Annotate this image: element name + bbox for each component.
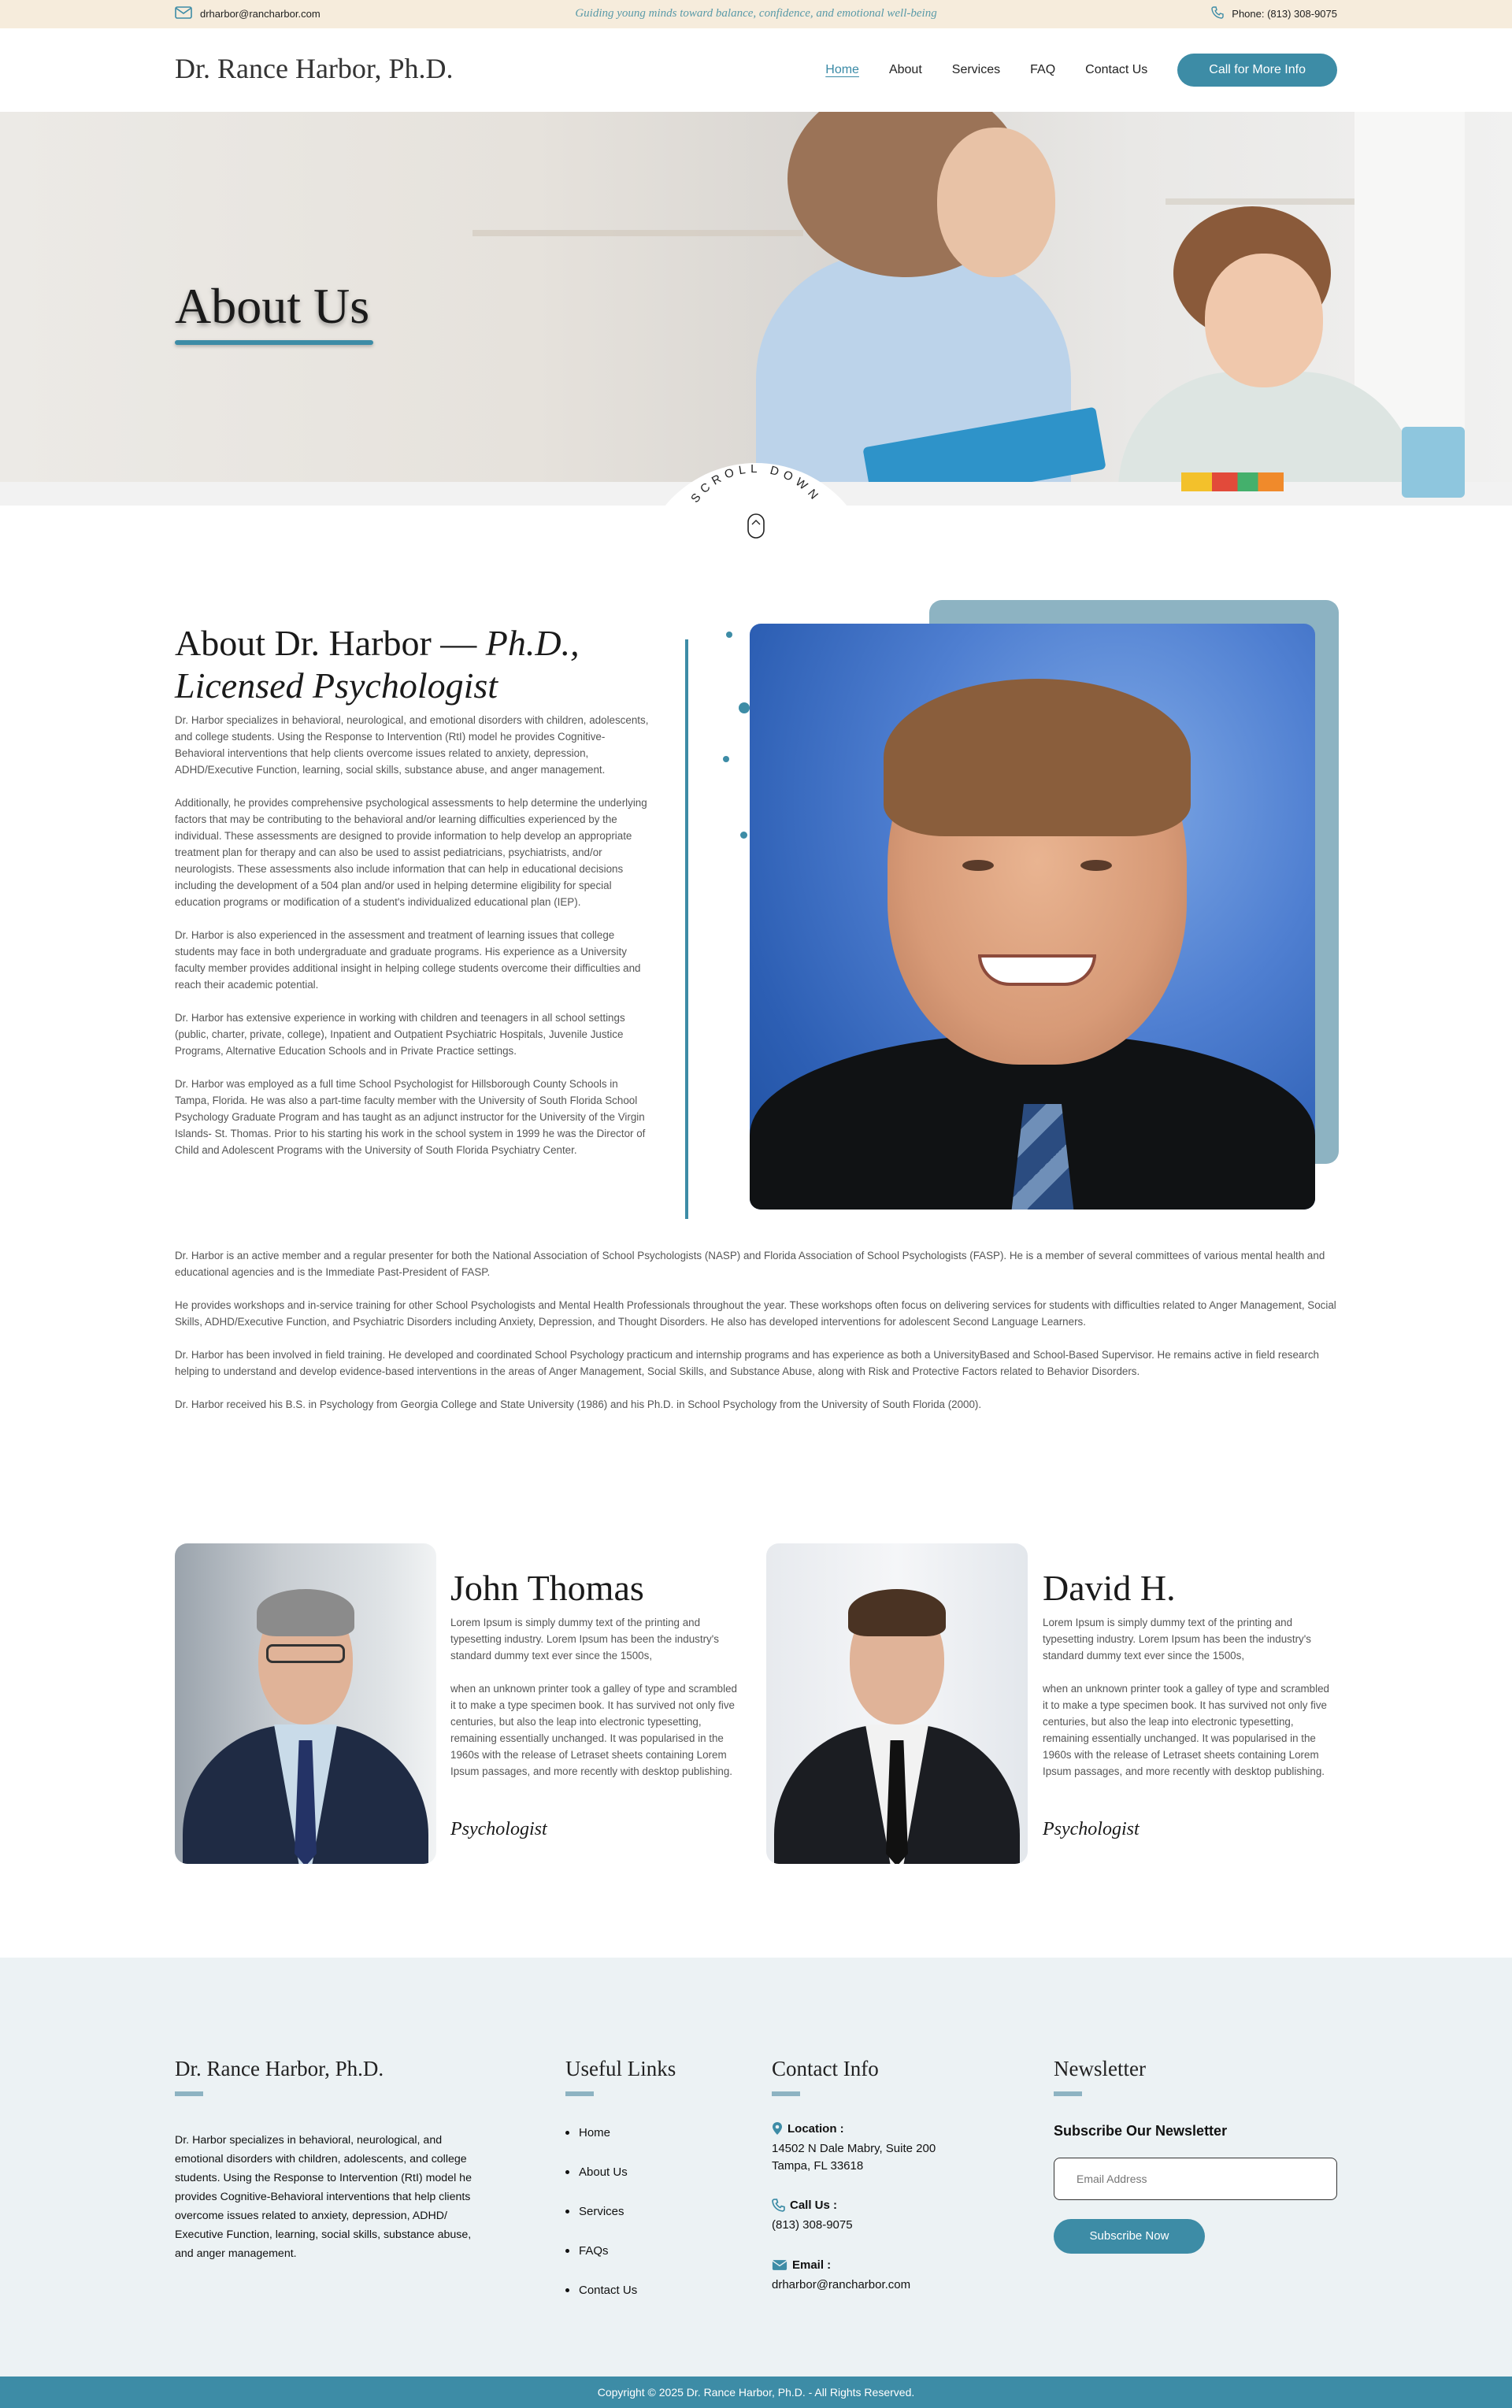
section-divider — [685, 639, 688, 1219]
phone-icon — [772, 2199, 785, 2212]
footer-contact-title: Contact Info — [772, 2057, 879, 2080]
team-paragraph: Lorem Ipsum is simply dummy text of the printing and typesetting industry. Lorem Ipsum has been the industry's standard dummy text ever since the 1500s, — [450, 1617, 719, 1662]
about-text — [175, 712, 652, 1175]
about-long-paragraph: Dr. Harbor is an active member and a regular presenter for both the National Association of School Psychologists (NASP) and Florida Association of School Psychologists (FASP). He is a member of several committees of various mental health and educational agencies and is the Immediate Past-President of FASP. — [175, 1250, 1325, 1278]
footer-email — [772, 2258, 910, 2294]
about-long-paragraph: Dr. Harbor received his B.S. in Psychology from Georgia College and State University (1986) and his Ph.D. in School Psychology from the University of South Florida (2000). — [175, 1398, 982, 1410]
footer-location — [772, 2121, 961, 2175]
footer-call-value[interactable]: (813) 308-9075 — [772, 2218, 853, 2232]
team-photo-john — [175, 1543, 436, 1864]
site-logo[interactable]: Dr. Rance Harbor, Ph.D. — [175, 53, 454, 84]
footer-links — [565, 2126, 637, 2323]
scroll-down-label: SCROLL DOWN — [688, 463, 824, 506]
team-paragraph: when an unknown printer took a galley of type and scrambled it to make a type specimen book. It has survived not only five centuries, but also the leap into electronic typesetting, remaining essentially unchanged. It was popularised in the 1960s with the release of Letraset sheets containing Lorem Ipsum passages, and more recently with desktop publishing. — [450, 1683, 737, 1777]
location-pin-icon — [772, 2121, 783, 2136]
call-button[interactable]: Call for More Info — [1177, 54, 1337, 87]
decor-dot — [740, 832, 747, 839]
hero-toys — [1181, 472, 1284, 491]
team-paragraph: Lorem Ipsum is simply dummy text of the printing and typesetting industry. Lorem Ipsum has been the industry's standard dummy text ever since the 1500s, — [1043, 1617, 1311, 1662]
hero-shelf — [472, 230, 803, 236]
team-photo-glasses — [266, 1644, 345, 1663]
about-heading — [175, 622, 580, 707]
hero-woman-face — [937, 128, 1055, 277]
dr-harbor-photo — [750, 624, 1315, 1210]
nav-home[interactable]: Home — [825, 63, 859, 76]
about-paragraph: Dr. Harbor specializes in behavioral, neurological, and emotional disorders with children, adolescents, and college students. Using the Response to Intervention (RtI) model he provides Cognitive-Behavioral interventions that help clients overcome issues related to anxiety, depression, ADHD/Executive Function, learning, social skills, substance abuse, and anger management. — [175, 714, 649, 776]
newsletter-subtitle: Subscribe Our Newsletter — [1054, 2123, 1228, 2139]
title-underline — [175, 340, 373, 345]
about-paragraph: Dr. Harbor is also experienced in the assessment and treatment of learning issues that college students may face in both undergraduate and graduate programs. His experience as a University faculty member provides additional insight in helping college students overcome their difficulties and reach their academic potential. — [175, 929, 641, 991]
team-description — [1043, 1614, 1337, 1796]
footer-links-title: Useful Links — [565, 2057, 676, 2080]
nav-faq[interactable]: FAQ — [1030, 63, 1056, 76]
footer-location-value: 14502 N Dale Mabry, Suite 200 Tampa, FL 33618 — [772, 2142, 936, 2173]
team-description — [450, 1614, 745, 1796]
newsletter-email-input[interactable] — [1054, 2158, 1337, 2200]
about-paragraph: Dr. Harbor has extensive experience in working with children and teenagers in all school settings (public, charter, private, college), Inpatient and Outpatient Psychiatric Hospitals, Juvenile Justice Programs, Alternative Education Schools and in Private Practice settings. — [175, 1012, 625, 1057]
footer-link-faqs[interactable]: FAQs — [565, 2244, 637, 2258]
mail-icon — [772, 2259, 788, 2271]
main-nav — [825, 54, 1337, 87]
about-heading-main: About Dr. Harbor — — [175, 623, 486, 663]
about-heading-license: Licensed Psychologist — [175, 665, 498, 706]
about-heading-degree: Ph.D., — [485, 623, 580, 663]
hero-pencil-cup — [1402, 427, 1465, 498]
team-name: John Thomas — [450, 1568, 644, 1608]
site-header — [0, 28, 1512, 112]
photo-smile — [978, 954, 1096, 986]
footer-link-home[interactable]: Home — [565, 2126, 637, 2139]
footer-brand-text: Dr. Harbor specializes in behavioral, neurological, and emotional disorders with children, adolescents, and college students. Using the Response to Intervention (RtI) model he provides Cognitive-Behavioral interventions that help clients overcome issues related to anxiety, depression, ADHD/ Executive Function, learning, social skills, substance abuse, and anger management. — [175, 2134, 472, 2260]
subscribe-button[interactable]: Subscribe Now — [1054, 2219, 1205, 2254]
footer-call-row — [772, 2199, 853, 2212]
top-bar — [0, 0, 1512, 28]
footer-location-row — [772, 2121, 961, 2136]
footer-title-bar — [175, 2091, 203, 2096]
footer-newsletter-title: Newsletter — [1054, 2057, 1146, 2080]
footer-email-value[interactable]: drharbor@rancharbor.com — [772, 2278, 911, 2291]
about-long-paragraph: He provides workshops and in-service training for other School Psychologists and Mental Health Professionals throughout the year. These workshops often focus on delivering services for students with difficulties related to Anger Management, Social Skills, ADHD/Executive Function, and Psychiatric Disorders including Anxiety, Depression, and Thought Disorders. He also has developed interventions for adolescent Second Language Learners. — [175, 1299, 1336, 1328]
team-photo-hair — [848, 1589, 946, 1636]
photo-eye — [1080, 860, 1112, 871]
footer-title-bar — [772, 2091, 800, 2096]
nav-contact[interactable]: Contact Us — [1085, 63, 1148, 76]
decor-dot — [739, 702, 750, 713]
team-photo-hair — [257, 1589, 354, 1636]
scroll-down-graphic — [638, 463, 874, 581]
footer-title-bar — [565, 2091, 594, 2096]
nav-services[interactable]: Services — [951, 63, 1001, 76]
topbar-phone[interactable] — [1211, 6, 1337, 21]
copyright-bar: Copyright © 2025 Dr. Rance Harbor, Ph.D. - All Rights Reserved. — [0, 2377, 1512, 2408]
footer-link-contact[interactable]: Contact Us — [565, 2284, 637, 2297]
footer-email-label: Email : — [792, 2258, 832, 2272]
photo-hair — [884, 679, 1191, 836]
about-paragraph: Dr. Harbor was employed as a full time School Psychologist for Hillsborough County Schools in Tampa, Florida. He was also a part-time faculty member with the University of South Florida School Psychology Graduate Program and has taught as an adjunct instructor for the University of the Virgin Islands- St. Thomas. Prior to his starting his work in the school system in 1999 he was the Director of Child and Adolescent Programs with the University of South Florida Psychiatry Center. — [175, 1078, 646, 1156]
about-paragraph: Additionally, he provides comprehensive psychological assessments to help determine the underlying factors that may be contributing to the behavioral and/or learning difficulties experienced by the individual. These assessments are designed to provide information to help develop an appropriate treatment plan for therapy and can also be used to assist pediatricians, psychiatrists, and/or neurologists. These assessments also include information that can help in educational decisions including the development of a 504 plan and/or used in helping determine eligibility for special education programs or modification of a student's individualized educational plan (IEP). — [175, 797, 647, 908]
footer-brand-title: Dr. Rance Harbor, Ph.D. — [175, 2057, 384, 2080]
svg-text:SCROLL DOWN — [688, 463, 824, 506]
footer-title-bar — [1054, 2091, 1082, 2096]
topbar-phone-text: Phone: (813) 308-9075 — [1232, 8, 1337, 20]
hero-banner — [0, 112, 1512, 506]
topbar-email-text: drharbor@rancharbor.com — [200, 8, 321, 20]
hero-child-face — [1205, 254, 1323, 387]
team-role: Psychologist — [1043, 1819, 1140, 1839]
footer-email-row — [772, 2258, 910, 2272]
footer-call-label: Call Us : — [790, 2199, 838, 2212]
decor-dot — [723, 756, 729, 762]
footer-link-services[interactable]: Services — [565, 2205, 637, 2218]
topbar-tagline: Guiding young minds toward balance, confidence, and emotional well-being — [575, 7, 937, 20]
team-role: Psychologist — [450, 1819, 547, 1839]
page-title: About Us — [175, 278, 370, 334]
decor-dot — [726, 632, 732, 638]
scroll-down[interactable] — [638, 463, 874, 581]
footer-location-label: Location : — [788, 2121, 844, 2136]
mouse-icon — [748, 514, 764, 538]
phone-icon — [1211, 6, 1224, 21]
footer-link-about[interactable]: About Us — [565, 2165, 637, 2179]
about-long-paragraph: Dr. Harbor has been involved in field training. He developed and coordinated School Psychology practicum and internship programs and has experience as both a UniversityBased and School-Based Supervisor. He remains active in field research helping to understand and develop evidence-based interventions in the areas of Anger Management, Social Skills, and Substance Abuse, along with Risk and Protective Factors related to Behavior Disorders. — [175, 1349, 1319, 1377]
team-paragraph: when an unknown printer took a galley of type and scrambled it to make a type specimen book. It has survived not only five centuries, but also the leap into electronic typesetting, remaining essentially unchanged. It was popularised in the 1960s with the release of Letraset sheets containing Lorem Ipsum passages, and more recently with desktop publishing. — [1043, 1683, 1329, 1777]
footer-call — [772, 2199, 853, 2234]
team-name: David H. — [1043, 1568, 1176, 1608]
about-long-text — [175, 1247, 1337, 1429]
nav-about[interactable]: About — [888, 63, 922, 76]
team-photo-david — [766, 1543, 1028, 1864]
photo-eye — [962, 860, 994, 871]
